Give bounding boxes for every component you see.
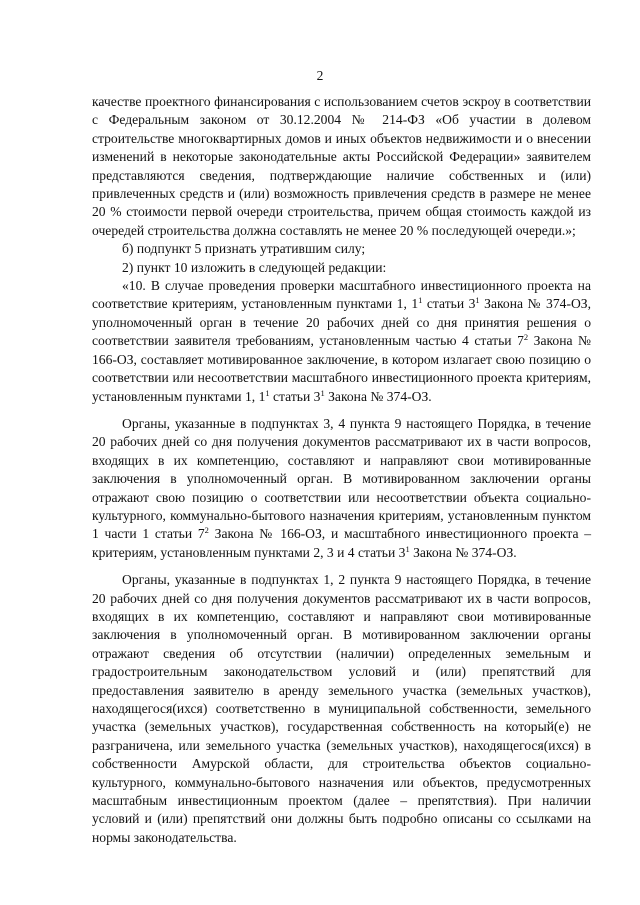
text-segment: Закона № 374-ОЗ, уполномоченный орган в течение 20 рабочих дней со дня принятия решения о соответствии заявителя требованиям, установленным частью 4 статьи 7 <box>92 296 591 349</box>
text-segment: Закона № 374-ОЗ. <box>409 544 517 560</box>
superscript: 1 <box>475 295 480 306</box>
text-segment: статьи 3 <box>422 296 476 312</box>
paragraph-subpoint-b: б) подпункт 5 признать утратившим силу; <box>122 241 366 257</box>
superscript: 1 <box>405 543 410 554</box>
text-segment: Закона № 166-ОЗ, и масштабного инвестиционного проекта – критериям, установленным пунктами 2, 3 и 4 статьи 3 <box>92 526 591 560</box>
page-number: 2 <box>316 68 324 83</box>
paragraph-organs-1-2: Органы, указанные в подпунктах 1, 2 пункта 9 настоящего Порядка, в течение 20 рабочих дней со дня получения документов рассматривают их в части вопросов, входящих в их компетенцию, составляют и направляют свои мотивированные заключения в уполномоченный орган. В мотивированном заключении органы отражают сведения об отсутствии (наличии) определенных земельным и градостроительным законодательством условий и (или) препятствий для предоставления заявителю в аренду земельного участка (земельных участков), находящегося(ихся) соответственно в муниципальной собственности, земельного участка (земельных участков), государственная собственность на который(е) не разграничена, или земельного участка (земельных участков), находящегося(ихся) в собственности Амурской области, для строительства объектов социально-культурного, коммунально-бытового назначения или объектов, предусмотренных масштабным инвестиционным проектом (далее – препятствия). При наличии условий и (или) препятствий они должны быть подробно описаны со ссылками на нормы законодательства. <box>92 572 591 845</box>
text-segment: статьи 3 <box>269 388 321 404</box>
superscript: 2 <box>204 525 209 536</box>
document-body <box>92 93 591 847</box>
paragraph-clause-10 <box>92 277 591 406</box>
superscript: 1 <box>320 387 325 398</box>
superscript: 1 <box>418 295 423 306</box>
text-segment: Закона № 166-ОЗ, составляет мотивированное заключение, в котором излагает свою позицию о соответствии или несоответствии масштабного инвестиционного проекта критериям, установленным пунктами 1, 1 <box>92 333 591 404</box>
paragraph-continuation: качестве проектного финансирования с использованием счетов эскроу в соответствии с Федеральным законом от 30.12.2004 № 214-ФЗ «Об участии в долевом строительстве многоквартирных домов и иных объектов недвижимости и о внесении изменений в некоторые законодательные акты Российской Федерации» заявителем представляются сведения, подтверждающие наличие собственных и (или) привлеченных средств и (или) возможность привлечения средств в размере не менее 20 % стоимости первой очереди строительства, причем общая стоимость каждой из очередей строительства должна составлять не менее 20 % последующей очереди.»; <box>92 94 591 238</box>
paragraph-point-2: 2) пункт 10 изложить в следующей редакции: <box>122 259 387 275</box>
paragraph-organs-3-4 <box>92 415 591 562</box>
text-segment: «10. В случае проведения проверки масштабного инвестиционного проекта на соответствие критериям, установленным пунктами 1, 1 <box>92 278 591 312</box>
superscript: 2 <box>523 332 529 343</box>
text-segment: Закона № 374-ОЗ. <box>324 388 432 404</box>
superscript: 1 <box>265 387 270 398</box>
text-segment: Органы, указанные в подпунктах 3, 4 пункта 9 настоящего Порядка, в течение 20 рабочих дней со дня получения документов рассматривают их в части вопросов, входящих в их компетенцию, составляют и направляют свои мотивированные заключения в уполномоченный орган. В мотивированном заключении органы отражают свою позицию о соответствии или несоответствии объекта социально-культурного, коммунально-бытового назначения критериям, установленным пунктом 1 части 1 статьи 7 <box>92 415 591 542</box>
